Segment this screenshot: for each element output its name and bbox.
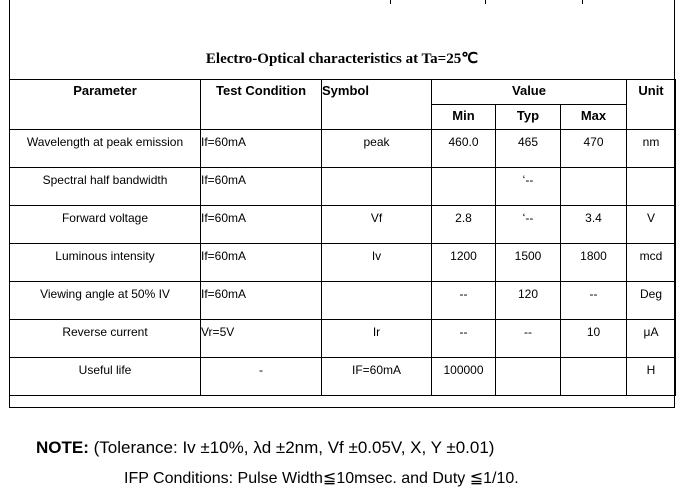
cell-condition: If=60mA <box>201 244 322 282</box>
cell-min: 1200 <box>432 244 496 282</box>
cell-parameter: Reverse current <box>10 320 201 358</box>
header-test-condition: Test Condition <box>201 80 322 130</box>
tolerance-note <box>36 438 494 458</box>
cell-parameter: Forward voltage <box>10 206 201 244</box>
cell-condition: Vr=5V <box>201 320 322 358</box>
title-row <box>9 0 675 80</box>
note-label: NOTE: <box>36 438 89 457</box>
cell-typ: 1500 <box>496 244 561 282</box>
header-row <box>10 80 676 105</box>
cell-unit: μA <box>627 320 676 358</box>
cell-max <box>561 358 627 396</box>
cell-parameter: Useful life <box>10 358 201 396</box>
table-row <box>10 168 676 206</box>
cell-min <box>432 168 496 206</box>
cell-unit: Deg <box>627 282 676 320</box>
cell-max: -- <box>561 282 627 320</box>
cell-unit: H <box>627 358 676 396</box>
cell-max <box>561 168 627 206</box>
table-title: Electro-Optical characteristics at Ta=25℃ <box>205 51 479 67</box>
cell-min: 460.0 <box>432 130 496 168</box>
cell-max: 1800 <box>561 244 627 282</box>
characteristics-table <box>9 79 676 396</box>
cell-parameter: Luminous intensity <box>10 244 201 282</box>
cell-unit <box>627 168 676 206</box>
table-row <box>10 320 676 358</box>
cell-typ: 465 <box>496 130 561 168</box>
cell-parameter: Spectral half bandwidth <box>10 168 201 206</box>
cell-min: -- <box>432 282 496 320</box>
cell-max: 10 <box>561 320 627 358</box>
cell-parameter: Viewing angle at 50% IV <box>10 282 201 320</box>
cell-parameter: Wavelength at peak emission <box>10 130 201 168</box>
cell-symbol: Iv <box>322 244 432 282</box>
cell-symbol: IF=60mA <box>322 358 432 396</box>
ifp-conditions: IFP Conditions: Pulse Width≦10msec. and Duty ≦1/10. <box>124 470 519 487</box>
cell-symbol: Vf <box>322 206 432 244</box>
cell-condition: If=60mA <box>201 168 322 206</box>
cell-condition: If=60mA <box>201 130 322 168</box>
table-row <box>10 244 676 282</box>
note-text: (Tolerance: Iv ±10%, λd ±2nm, Vf ±0.05V, X, Y ±0.01) <box>93 438 495 457</box>
cell-max: 470 <box>561 130 627 168</box>
cell-min: 100000 <box>432 358 496 396</box>
table-row <box>10 130 676 168</box>
header-unit: Unit <box>627 80 676 130</box>
cell-condition: - <box>201 358 322 396</box>
cell-typ: 120 <box>496 282 561 320</box>
cell-symbol: Ir <box>322 320 432 358</box>
table-row <box>10 282 676 320</box>
cell-symbol <box>322 168 432 206</box>
table-row <box>10 206 676 244</box>
header-typ: Typ <box>496 105 561 130</box>
header-min: Min <box>432 105 496 130</box>
cell-min: -- <box>432 320 496 358</box>
header-parameter: Parameter <box>10 80 201 130</box>
cell-typ: ‘-- <box>496 206 561 244</box>
header-value: Value <box>432 80 627 105</box>
cell-condition: If=60mA <box>201 282 322 320</box>
cell-unit: nm <box>627 130 676 168</box>
cell-unit: mcd <box>627 244 676 282</box>
cell-unit: V <box>627 206 676 244</box>
cell-symbol <box>322 282 432 320</box>
cell-max: 3.4 <box>561 206 627 244</box>
cell-typ <box>496 358 561 396</box>
cell-min: 2.8 <box>432 206 496 244</box>
header-max: Max <box>561 105 627 130</box>
table-row <box>10 358 676 396</box>
cell-typ: ‘-- <box>496 168 561 206</box>
cell-typ: -- <box>496 320 561 358</box>
header-symbol: Symbol <box>322 80 432 130</box>
cell-symbol: peak <box>322 130 432 168</box>
cell-condition: If=60mA <box>201 206 322 244</box>
